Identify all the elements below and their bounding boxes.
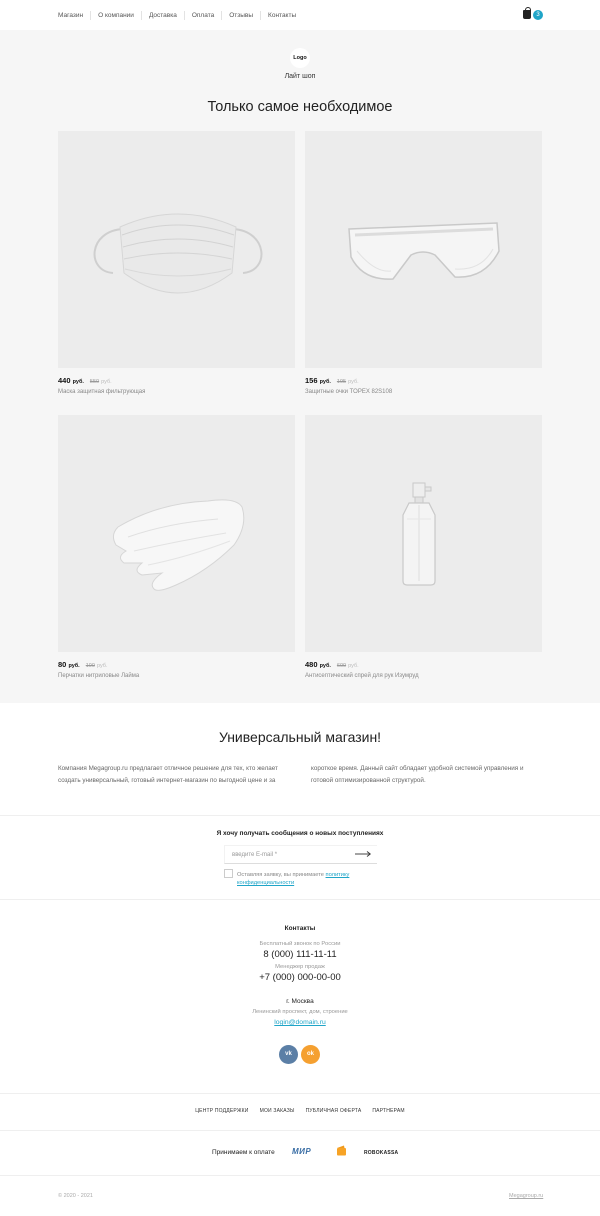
safety-glasses-image — [305, 131, 542, 368]
copyright: © 2020 - 2021 — [58, 1193, 93, 1199]
cart-count-badge[interactable]: 3 — [533, 10, 543, 20]
address: Ленинский проспект, дом, строение — [252, 1009, 348, 1015]
privacy-policy-link[interactable]: политику конфиденциальности — [237, 872, 350, 886]
product-price: 80 руб. 100 руб. — [58, 660, 108, 669]
free-phone[interactable]: 8 (000) 111-11-11 — [263, 949, 337, 960]
old-price: 550 — [89, 379, 100, 385]
footer-link-support[interactable]: ЦЕНТР ПОДДЕРЖКИ — [195, 1108, 249, 1114]
payment-label: Принимаем к оплате — [212, 1149, 275, 1156]
face-mask-image — [58, 131, 295, 368]
product-image-glasses[interactable] — [305, 131, 542, 368]
nav-divider — [141, 11, 142, 20]
footer-link-partners[interactable]: ПАРТНЕРАМ — [372, 1108, 405, 1114]
nav-item-contacts[interactable]: Контакты — [268, 12, 297, 19]
consent-text: Оставляя заявку, вы принимаете политику конфиденциальности — [237, 872, 350, 886]
product-name[interactable]: Антисептический спрей для рук Изумруд — [305, 673, 419, 679]
developer-link[interactable]: Megagroup.ru — [509, 1193, 544, 1199]
free-call-label: Бесплатный звонок по России — [259, 941, 341, 947]
about-title: Универсальный магазин! — [218, 729, 382, 745]
divider — [0, 1175, 600, 1176]
divider — [0, 1093, 600, 1094]
email-field[interactable]: введите E-mail * — [224, 845, 377, 864]
old-price: 600 — [336, 663, 347, 669]
nav-divider — [221, 11, 222, 20]
product-name[interactable]: Защитные очки TOPEX 82S108 — [305, 389, 393, 395]
product-price: 440 руб. 550 руб. — [58, 376, 112, 385]
logo[interactable]: Logo — [290, 48, 310, 68]
nav-divider — [90, 11, 91, 20]
subscribe-title: Я хочу получать сообщения о новых поступлениях — [216, 830, 384, 837]
product-price: 156 руб. 195 руб. — [305, 376, 359, 385]
odnoklassniki-icon[interactable]: ok — [301, 1045, 320, 1064]
nav-item-reviews[interactable]: Отзывы — [229, 12, 254, 19]
nav-divider — [184, 11, 185, 20]
product-image-spray[interactable] — [305, 415, 542, 652]
divider — [0, 815, 600, 816]
manager-label: Менеджер продаж — [275, 964, 325, 970]
footer-links — [0, 1108, 600, 1114]
footer-link-orders[interactable]: МОИ ЗАКАЗЫ — [259, 1108, 295, 1114]
mir-logo: МИР — [292, 1147, 312, 1156]
email-link[interactable]: login@domain.ru — [274, 1019, 326, 1026]
wallet-icon — [336, 1145, 347, 1156]
old-price: 100 — [85, 663, 95, 669]
divider — [0, 1130, 600, 1131]
shop-name: Лайт шоп — [284, 73, 316, 80]
spray-bottle-image — [305, 415, 542, 652]
manager-phone[interactable]: +7 (000) 000-00-00 — [259, 972, 341, 983]
product-name[interactable]: Маска защитная фильтрующая — [58, 389, 146, 395]
arrow-right-icon[interactable] — [355, 851, 371, 857]
product-image-gloves[interactable] — [58, 415, 295, 652]
main-nav — [58, 11, 296, 20]
contacts-title: Контакты — [284, 925, 316, 932]
old-price: 195 — [336, 379, 347, 385]
vk-icon[interactable]: vk — [279, 1045, 298, 1064]
top-bar — [0, 0, 600, 30]
city: г. Москва — [286, 998, 314, 1005]
product-image-mask[interactable] — [58, 131, 295, 368]
product-name[interactable]: Перчатки нитриловые Лайма — [58, 673, 140, 679]
about-text: Компания Megagroup.ru предлагает отличное решение для тех, кто желает создать универсальный, готовый интернет-магазин по выгодной цене и за короткое время. Данный сайт обладает удобной системой управления и готовой оптимизированной структурой. — [58, 765, 524, 785]
nav-item-shop[interactable]: Магазин — [58, 12, 84, 19]
catalog-title: Только самое необходимое — [207, 99, 393, 115]
product-price: 480 руб. 600 руб. — [305, 660, 359, 669]
nav-item-about[interactable]: О компании — [98, 12, 134, 19]
footer-link-offer[interactable]: ПУБЛИЧНАЯ ОФЕРТА — [305, 1108, 362, 1114]
divider — [0, 899, 600, 900]
robokassa-logo: ROBOKASSA — [364, 1150, 399, 1156]
cart-icon[interactable] — [523, 10, 531, 19]
gloves-image — [58, 415, 295, 652]
consent-checkbox[interactable] — [224, 869, 233, 878]
nav-item-payment[interactable]: Оплата — [191, 12, 215, 19]
nav-divider — [260, 11, 261, 20]
nav-item-delivery[interactable]: Доставка — [148, 12, 177, 19]
